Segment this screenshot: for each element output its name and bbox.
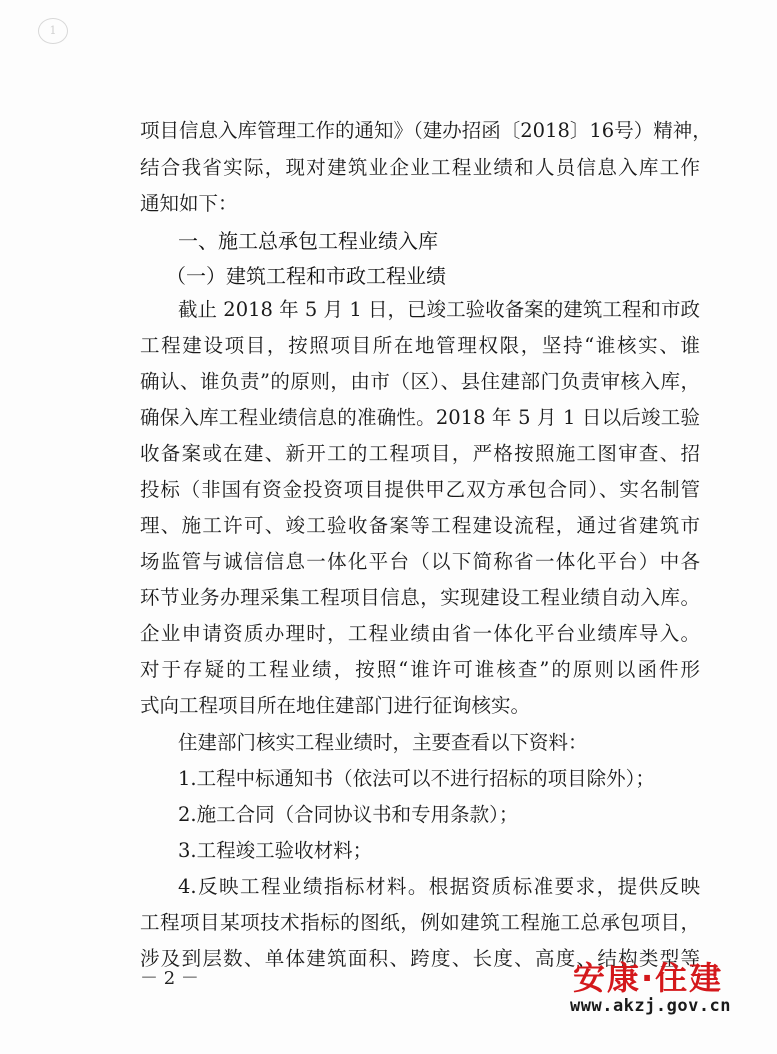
section-heading: 一、施工总承包工程业绩入库 — [178, 229, 438, 253]
paragraph-line: 工程建设项目，按照项目所在地管理权限，坚持“谁核实、谁 — [140, 334, 700, 357]
paragraph-line: 结合我省实际，现对建筑业企业工程业绩和人员信息入库工作 — [140, 156, 700, 179]
subsection-heading: （一）建筑工程和市政工程业绩 — [166, 264, 446, 288]
paragraph-line: 环节业务办理采集工程项目信息，实现建设工程业绩自动入库。 — [140, 586, 700, 609]
paragraph-line: 企业申请资质办理时，工程业绩由省一体化平台业绩库导入。 — [140, 622, 700, 645]
list-item: 4.反映工程业绩指标材料。根据资质标准要求，提供反映 — [178, 875, 700, 898]
page-number: － 2 － — [140, 968, 199, 989]
corner-stamp: 1 — [38, 18, 68, 44]
paragraph-line: 截止 2018 年 5 月 1 日，已竣工验收备案的建筑工程和市政 — [178, 298, 700, 321]
list-item: 2.施工合同（合同协议书和专用条款）； — [178, 803, 519, 826]
paragraph-line: 住建部门核实工程业绩时，主要查看以下资料： — [178, 731, 588, 754]
paragraph-line: 涉及到层数、单体建筑面积、跨度、长度、高度、结构类型等 — [140, 947, 700, 970]
paragraph-line: 通知如下： — [140, 192, 238, 215]
list-item: 3.工程竣工验收材料； — [178, 839, 373, 862]
paragraph-line: 对于存疑的工程业绩，按照“谁许可谁核查”的原则以函件形 — [140, 658, 700, 681]
paragraph-line: 确保入库工程业绩信息的准确性。2018 年 5 月 1 日以后竣工验 — [140, 406, 700, 429]
paragraph-line: 确认、谁负责”的原则，由市（区）、县住建部门负责审核入库， — [140, 370, 700, 393]
paragraph-line: 投标（非国有资金投资项目提供甲乙双方承包合同）、实名制管 — [140, 478, 700, 501]
paragraph-line: 收备案或在建、新开工的工程项目，严格按照施工图审查、招 — [140, 442, 700, 465]
paragraph-line: 理、施工许可、竣工验收备案等工程建设流程，通过省建筑市 — [140, 514, 700, 537]
paragraph-line: 项目信息入库管理工作的通知》（建办招函〔2018〕16号）精神， — [140, 119, 712, 142]
paragraph-line: 工程项目某项技术指标的图纸，例如建筑工程施工总承包项目， — [140, 911, 700, 934]
watermark-url: www.akzj.gov.cn — [570, 996, 732, 1016]
paragraph-line: 场监管与诚信信息一体化平台（以下简称省一体化平台）中各 — [140, 550, 700, 573]
paragraph-line: 式向工程项目所在地住建部门进行征询核实。 — [140, 694, 531, 717]
watermark-logo-text: 安康·住建 — [573, 959, 724, 997]
list-item: 1.工程中标通知书（依法可以不进行招标的项目除外）； — [178, 767, 655, 790]
